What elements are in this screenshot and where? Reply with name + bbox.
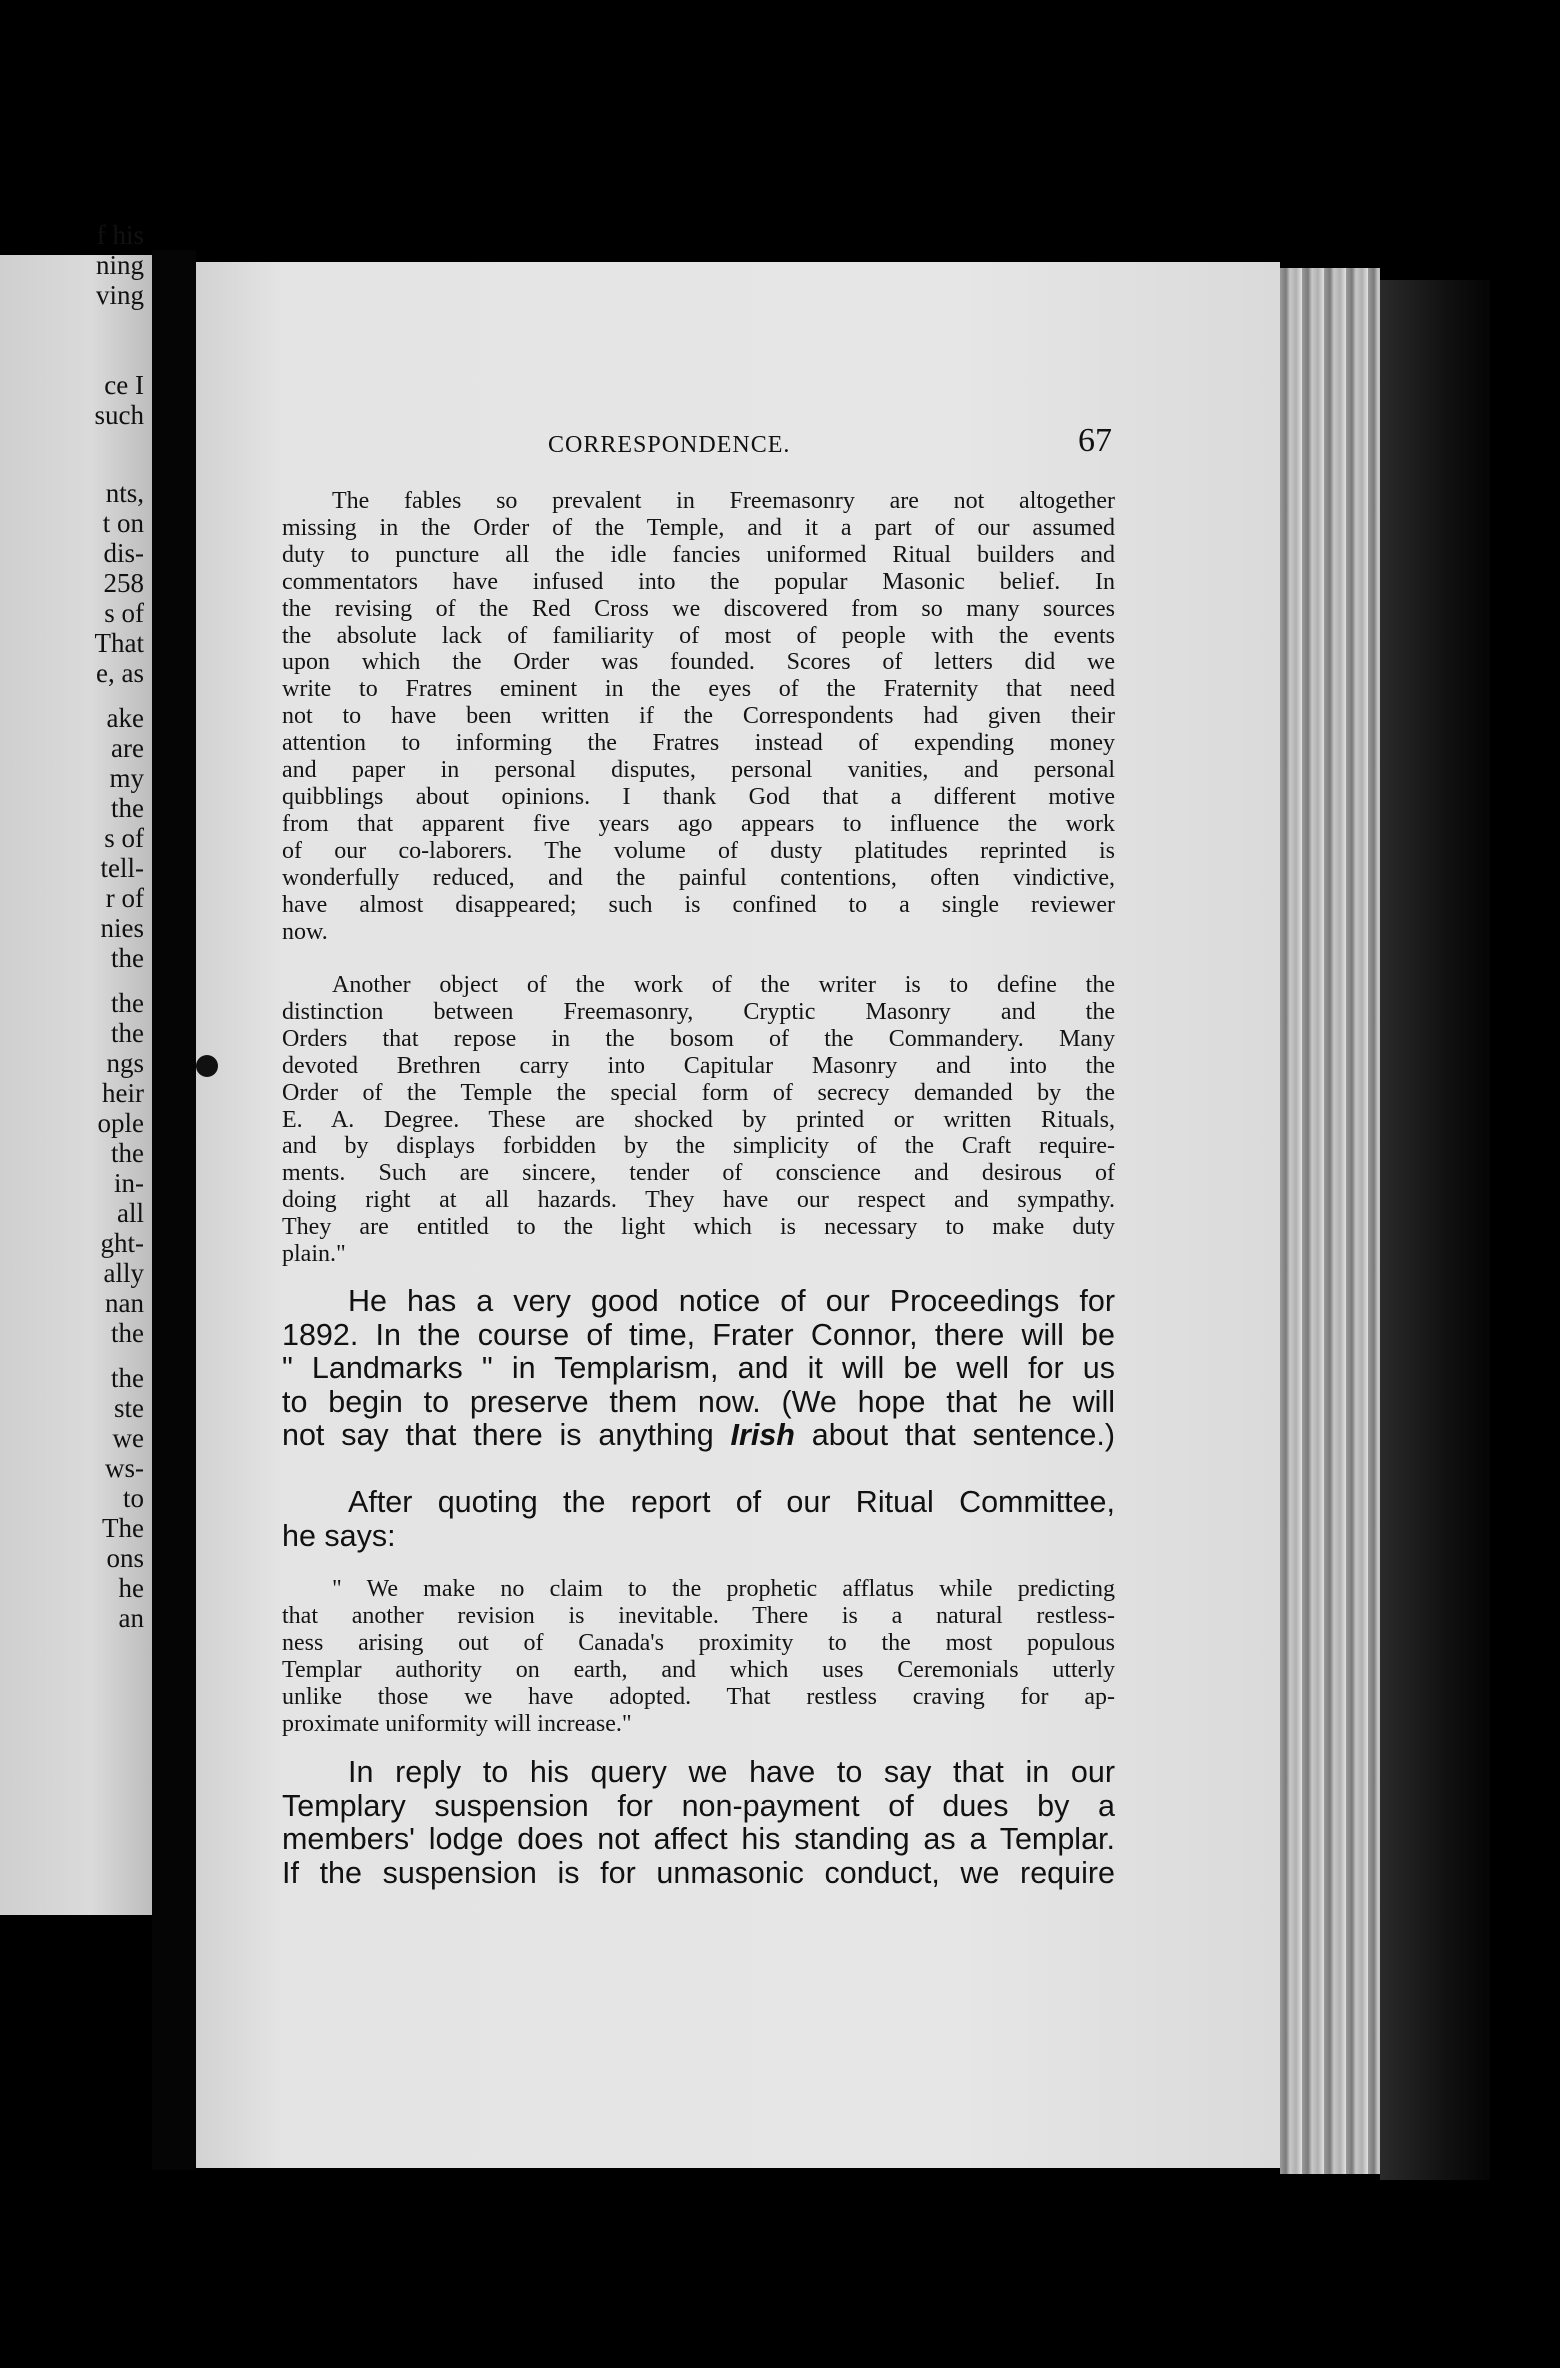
text-line: duty to puncture all the idle fancies uniformed Ritual builders and <box>282 541 1115 568</box>
left-page-line: nan <box>105 1288 144 1318</box>
left-page-line: in- <box>114 1168 144 1198</box>
left-page-line: nies <box>100 913 144 943</box>
left-page-line: That <box>94 628 144 658</box>
text-line: that another revision is inevitable. There is a natural restless- <box>282 1602 1115 1629</box>
left-page-line: f his <box>96 220 144 250</box>
left-page-line: my <box>109 763 144 793</box>
left-page-line: are <box>111 733 144 763</box>
left-page-line: nts, <box>105 478 144 508</box>
left-page-line: all <box>117 1198 144 1228</box>
left-page-line: dis- <box>103 538 144 568</box>
text-line: wonderfully reduced, and the painful contentions, often vindictive, <box>282 864 1115 891</box>
paragraph-quotation <box>282 1576 1115 1737</box>
left-page-line: heir <box>102 1078 144 1108</box>
left-page-line: such <box>94 400 144 430</box>
left-page-line: ning <box>95 250 144 280</box>
text-line: plain." <box>282 1241 346 1268</box>
left-page-line: ople <box>97 1108 144 1138</box>
text-line: proximate uniformity will increase." <box>282 1710 632 1737</box>
left-page-line: the <box>111 1138 144 1168</box>
previous-page-fragment <box>0 220 152 1915</box>
page-edges <box>1280 268 1380 2174</box>
text-line: devoted Brethren carry into Capitular Masonry and into the <box>282 1052 1115 1079</box>
text-run: about that sentence.) <box>794 1418 1115 1453</box>
left-page-line: the <box>111 1363 144 1393</box>
left-page-line: t on <box>102 508 144 538</box>
left-page-line: ving <box>95 280 144 310</box>
left-page-line: ght- <box>100 1228 144 1258</box>
left-page-line: an <box>118 1603 144 1633</box>
text-line: upon which the Order was founded. Scores of letters did we <box>282 649 1115 676</box>
text-line: After quoting the report of our Ritual Committee, <box>348 1485 1115 1519</box>
text-line: They are entitled to the light which is necessary to make duty <box>282 1214 1115 1241</box>
text-line: Order of the Temple the special form of secrecy demanded by the <box>282 1079 1115 1106</box>
text-line: " Landmarks " in Templarism, and it will be well for us <box>282 1351 1115 1386</box>
text-line: In reply to his query we have to say that in our <box>348 1755 1115 1789</box>
text-line: now. <box>282 918 328 945</box>
book-gutter <box>152 250 196 2170</box>
text-line: Templar authority on earth, and which uses Ceremonials utterly <box>282 1656 1115 1683</box>
text-line: distinction between Freemasonry, Cryptic Masonry and the <box>282 998 1115 1025</box>
text-line: write to Fratres eminent in the eyes of the Fraternity that need <box>282 676 1115 703</box>
left-page-line: r of <box>105 883 144 913</box>
left-page-line: the <box>111 943 144 973</box>
left-page-line: tell- <box>100 853 144 883</box>
left-page-line: he <box>118 1573 144 1603</box>
text-line <box>282 1419 1115 1453</box>
text-line: ments. Such are sincere, tender of conscience and desirous of <box>282 1160 1115 1187</box>
text-line: to begin to preserve them now. (We hope that he will <box>282 1384 1115 1419</box>
text-line: ness arising out of Canada's proximity to the most populous <box>282 1629 1115 1656</box>
text-line: have almost disappeared; such is confined to a single reviewer <box>282 891 1115 918</box>
text-line: unlike those we have adopted. That restless craving for ap- <box>282 1683 1115 1710</box>
left-page-line: e, as <box>96 658 144 688</box>
left-page-line: s of <box>104 598 144 628</box>
left-page-line: the <box>111 793 144 823</box>
text-line: The fables so prevalent in Freemasonry are not altogether <box>332 488 1115 514</box>
text-line: the absolute lack of familiarity of most of people with the events <box>282 622 1115 649</box>
text-line: Templary suspension for non-payment of dues by a <box>282 1788 1115 1823</box>
left-page-line: we <box>112 1423 144 1453</box>
left-page-line: ws- <box>105 1453 144 1483</box>
ink-blot <box>196 1055 218 1077</box>
text-line: commentators have infused into the popular Masonic belief. In <box>282 568 1115 595</box>
paragraph-after-quoting <box>282 1486 1115 1553</box>
text-line: and by displays forbidden by the simplicity of the Craft require- <box>282 1133 1115 1160</box>
left-page-line: to <box>122 1483 144 1513</box>
paragraph-in-reply <box>282 1756 1115 1890</box>
text-line: Orders that repose in the bosom of the Commandery. Many <box>282 1025 1115 1052</box>
paragraph-another-object <box>282 972 1115 1268</box>
paragraph-fables <box>282 488 1115 945</box>
left-page-line: ons <box>106 1543 144 1573</box>
text-line: attention to informing the Fratres instead of expending money <box>282 730 1115 757</box>
text-line: from that apparent five years ago appears to influence the work <box>282 810 1115 837</box>
text-line: E. A. Degree. These are shocked by printed or written Rituals, <box>282 1106 1115 1133</box>
left-page-line: The <box>102 1513 144 1543</box>
text-line: and paper in personal disputes, personal vanities, and personal <box>282 757 1115 784</box>
running-head: CORRESPONDENCE. <box>548 432 791 458</box>
text-line: If the suspension is for unmasonic conduct, we require <box>282 1855 1115 1890</box>
left-page-line: 258 <box>103 568 144 598</box>
italic-text: Irish <box>730 1418 795 1453</box>
left-page-line: ce I <box>104 370 144 400</box>
text-line: doing right at all hazards. They have our respect and sympathy. <box>282 1187 1115 1214</box>
left-page-line: s of <box>104 823 144 853</box>
text-line: members' lodge does not affect his standing as a Templar. <box>282 1822 1115 1857</box>
text-line: Another object of the work of the writer is to define the <box>332 972 1115 998</box>
left-page-line: the <box>111 988 144 1018</box>
page-number: 67 <box>1078 422 1112 459</box>
text-line: not to have been written if the Correspondents had given their <box>282 703 1115 730</box>
text-line: he says: <box>282 1518 396 1553</box>
text-line: 1892. In the course of time, Frater Connor, there will be <box>282 1317 1115 1352</box>
text-line: of our co-laborers. The volume of dusty platitudes reprinted is <box>282 837 1115 864</box>
text-line: He has a very good notice of our Proceedings for <box>348 1284 1115 1318</box>
text-line: missing in the Order of the Temple, and it a part of our assumed <box>282 514 1115 541</box>
text-run: not say that there is anything <box>282 1418 731 1453</box>
text-line: the revising of the Red Cross we discovered from so many sources <box>282 595 1115 622</box>
book-binding-shadow <box>1380 280 1490 2180</box>
text-line: quibblings about opinions. I thank God that a different motive <box>282 783 1115 810</box>
left-page-line: ally <box>103 1258 144 1288</box>
left-page-line: ste <box>114 1393 144 1423</box>
left-page-line: ake <box>106 703 144 733</box>
left-page-line: the <box>111 1318 144 1348</box>
left-page-line: the <box>111 1018 144 1048</box>
paragraph-good-notice <box>282 1285 1115 1453</box>
left-page-line: ngs <box>106 1048 144 1078</box>
text-line: " We make no claim to the prophetic afflatus while predicting <box>332 1576 1115 1602</box>
